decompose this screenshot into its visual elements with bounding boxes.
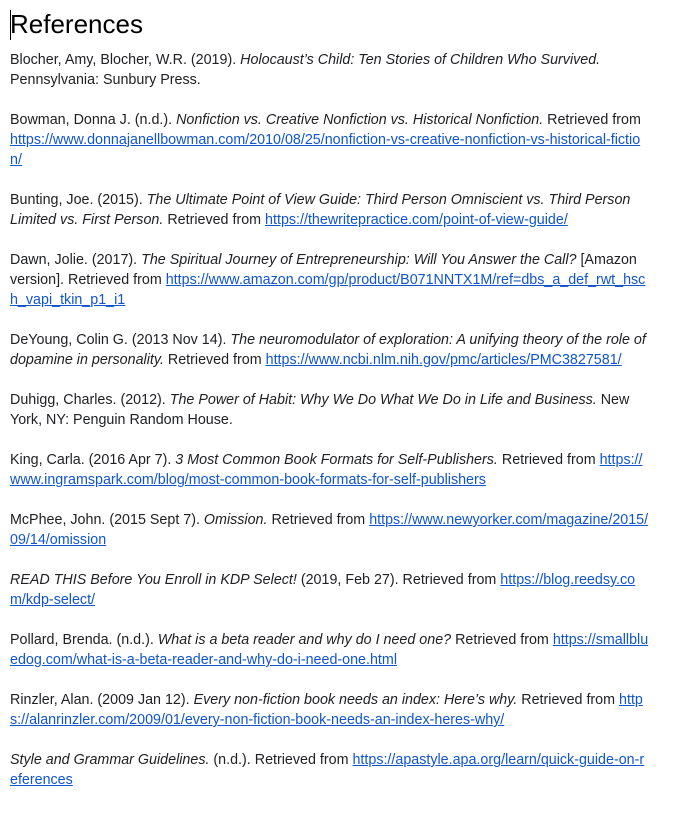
reference-suffix: Retrieved from (163, 212, 266, 228)
reference-entry (10, 690, 650, 730)
reference-suffix: Retrieved from (451, 632, 553, 648)
reference-author-date: King, Carla. (2016 Apr 7). (10, 452, 176, 468)
reference-title: The Power of Habit: Why We Do What We Do in Life and Business. (169, 392, 597, 408)
reference-suffix: Retrieved from (543, 112, 641, 128)
reference-title: Style and Grammar Guidelines. (10, 752, 210, 768)
reference-author-date: Pollard, Brenda. (n.d.). (10, 632, 158, 648)
reference-entry (10, 630, 650, 670)
reference-link[interactable]: https://www.ingramspark.com/blog/most-common-book-formats-for-self-publishers (10, 452, 643, 488)
reference-link[interactable]: https://www.newyorker.com/magazine/2015/09/14/omission (10, 512, 649, 548)
reference-title: Nonfiction vs. Creative Nonfiction vs. Historical Nonfiction. (176, 112, 544, 128)
reference-entry (10, 510, 650, 550)
reference-author-date: McPhee, John. (2015 Sept 7). (10, 512, 204, 528)
references-heading: References (10, 9, 143, 39)
reference-entry (10, 570, 650, 610)
reference-entry (10, 450, 650, 490)
reference-title: The neuromodulator of exploration: A unifying theory of the role of dopamine in personality. (10, 332, 646, 368)
reference-link[interactable]: https://www.ncbi.nlm.nih.gov/pmc/articles/PMC3827581/ (265, 352, 622, 368)
reference-author-date: Bunting, Joe. (2015). (10, 192, 147, 208)
reference-suffix: Retrieved from (497, 452, 600, 468)
reference-author-date: Blocher, Amy, Blocher, W.R. (2019). (10, 52, 241, 68)
reference-link[interactable]: https://alanrinzler.com/2009/01/every-non-fiction-book-needs-an-index-heres-why/ (10, 692, 643, 728)
reference-title: What is a beta reader and why do I need one? (157, 632, 452, 648)
reference-author-date: Dawn, Jolie. (2017). (10, 252, 142, 268)
reference-link[interactable]: https://blog.reedsy.com/kdp-select/ (10, 572, 636, 608)
reference-suffix: (n.d.). Retrieved from (209, 752, 353, 768)
reference-entry (10, 110, 650, 170)
reference-author-date: Rinzler, Alan. (2009 Jan 12). (10, 692, 194, 708)
reference-author-date: Duhigg, Charles. (2012). (10, 392, 170, 408)
reference-link[interactable]: https://www.amazon.com/gp/product/B071NNTX1M/ref=dbs_a_def_rwt_hsch_vapi_tkin_p1_i1 (10, 272, 646, 308)
reference-title: Every non-fiction book needs an index: Here’s why. (193, 692, 518, 708)
reference-entry (10, 50, 650, 90)
reference-title: The Spiritual Journey of Entrepreneurship: Will You Answer the Call? (141, 252, 577, 268)
reference-title: Omission. (203, 512, 268, 528)
reference-entry (10, 250, 650, 310)
reference-link[interactable]: https://smallbluedog.com/what-is-a-beta-reader-and-why-do-i-need-one.html (10, 632, 649, 668)
reference-title: The Ultimate Point of View Guide: Third Person Omniscient vs. Third Person Limited vs. First Person. (10, 192, 631, 228)
reference-entry (10, 390, 650, 430)
reference-suffix: [Amazon version]. Retrieved from (10, 252, 637, 288)
reference-link[interactable]: https://apastyle.apa.org/learn/quick-guide-on-references (10, 752, 645, 788)
document-body[interactable] (10, 0, 650, 810)
reference-suffix: (2019, Feb 27). Retrieved from (296, 572, 501, 588)
reference-suffix: Retrieved from (267, 512, 370, 528)
reference-suffix: Pennsylvania: Sunbury Press. (10, 72, 201, 88)
reference-suffix: Retrieved from (163, 352, 266, 368)
reference-link[interactable]: https://www.donnajanellbowman.com/2010/08/25/nonfiction-vs-creative-nonfiction-vs-historical-fiction/ (10, 132, 641, 168)
reference-entry (10, 750, 650, 790)
reference-entry (10, 330, 650, 370)
reference-title: READ THIS Before You Enroll in KDP Select! (10, 572, 297, 588)
reference-link[interactable]: https://thewritepractice.com/point-of-view-guide/ (265, 212, 568, 228)
reference-entry (10, 190, 650, 230)
reference-title: Holocaust’s Child: Ten Stories of Children Who Survived. (240, 52, 601, 68)
reference-author-date: Bowman, Donna J. (n.d.). (10, 112, 177, 128)
reference-title: 3 Most Common Book Formats for Self-Publishers. (175, 452, 498, 468)
reference-author-date: DeYoung, Colin G. (2013 Nov 14). (10, 332, 231, 348)
reference-suffix: New York, NY: Penguin Random House. (10, 392, 630, 428)
reference-suffix: Retrieved from (517, 692, 620, 708)
